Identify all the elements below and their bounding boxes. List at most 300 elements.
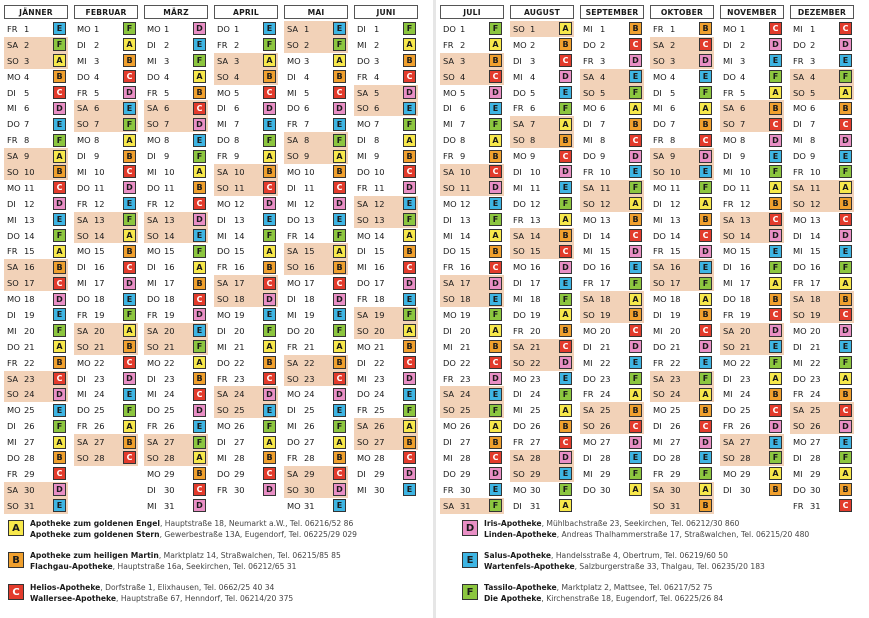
- pharmacy-badge: D: [629, 150, 642, 163]
- day-number: 10: [94, 166, 105, 177]
- weekday: DO: [793, 373, 806, 384]
- pharmacy-badge: C: [559, 340, 572, 353]
- weekday: SO: [77, 230, 89, 241]
- day-row: [510, 116, 574, 132]
- month-column: [650, 5, 714, 514]
- pharmacy-address: , Dorfstraße 1, Elixhausen, Tel. 0662/25 40 34: [100, 583, 275, 592]
- day-row: [790, 307, 854, 323]
- day-number: 1: [374, 23, 380, 34]
- pharmacy-name: Iris-Apotheke: [484, 519, 542, 528]
- day-label: [580, 437, 629, 447]
- day-row: [214, 21, 278, 37]
- day-number: 5: [740, 87, 746, 98]
- pharmacy-badge: B: [193, 181, 206, 194]
- day-label: [510, 389, 559, 399]
- pharmacy-badge: A: [53, 340, 66, 353]
- day-label: [440, 246, 489, 256]
- day-number: 22: [24, 357, 35, 368]
- weekday: FR: [653, 246, 664, 257]
- day-row: [354, 434, 418, 450]
- weekday: FR: [147, 421, 158, 432]
- day-label: [650, 72, 699, 82]
- day-label: [74, 56, 123, 66]
- day-number: 10: [530, 166, 541, 177]
- weekday: SA: [147, 325, 159, 336]
- day-row: [580, 100, 644, 116]
- pharmacy-badge: C: [333, 277, 346, 290]
- pharmacy-badge: B: [699, 308, 712, 321]
- legend-pharmacy: [484, 530, 809, 539]
- weekday: MI: [77, 278, 87, 289]
- pharmacy-badge: E: [489, 388, 502, 401]
- pharmacy-badge: E: [123, 197, 136, 210]
- pharmacy-badge: E: [263, 213, 276, 226]
- pharmacy-badge: F: [629, 372, 642, 385]
- pharmacy-badge: C: [489, 356, 502, 369]
- pharmacy-badge: E: [699, 70, 712, 83]
- day-number: 29: [740, 468, 751, 479]
- weekday: MO: [7, 294, 21, 305]
- day-number: 21: [374, 341, 385, 352]
- day-label: [650, 40, 699, 50]
- pharmacy-badge: E: [403, 197, 416, 210]
- day-number: 3: [810, 55, 816, 66]
- day-number: 1: [600, 23, 606, 34]
- weekday: MI: [443, 230, 453, 241]
- month-column: [144, 5, 208, 514]
- pharmacy-badge: E: [53, 404, 66, 417]
- pharmacy-badge: D: [263, 388, 276, 401]
- day-row: [74, 418, 138, 434]
- day-row: [650, 259, 714, 275]
- weekday: DI: [443, 437, 452, 448]
- weekday: MO: [357, 341, 371, 352]
- day-row: [4, 434, 68, 450]
- weekday: SO: [77, 119, 89, 130]
- day-number: 24: [24, 389, 35, 400]
- day-row: [144, 466, 208, 482]
- weekday: MI: [357, 373, 367, 384]
- day-label: [144, 278, 193, 288]
- pharmacy-badge: A: [333, 150, 346, 163]
- day-label: [580, 405, 629, 415]
- day-number: 31: [304, 500, 315, 511]
- weekday: SO: [217, 71, 229, 82]
- day-number: 21: [670, 341, 681, 352]
- pharmacy-badge: E: [123, 388, 136, 401]
- legend-pharmacy: [30, 594, 293, 603]
- day-row: [214, 116, 278, 132]
- day-row: [510, 69, 574, 85]
- day-label: [4, 135, 53, 145]
- weekday: SA: [147, 103, 159, 114]
- weekday: MO: [357, 119, 371, 130]
- day-label: [790, 326, 839, 336]
- pharmacy-badge: D: [839, 229, 852, 242]
- day-row: [720, 402, 784, 418]
- weekday: DI: [217, 437, 226, 448]
- day-number: 20: [600, 325, 611, 336]
- weekday: SO: [793, 309, 805, 320]
- day-label: [284, 119, 333, 129]
- day-number: 21: [94, 341, 105, 352]
- day-label: [510, 56, 559, 66]
- day-label: [510, 310, 559, 320]
- weekday: DO: [287, 103, 300, 114]
- pharmacy-badge: D: [53, 388, 66, 401]
- day-number: 3: [94, 55, 100, 66]
- day-label: [510, 326, 559, 336]
- pharmacy-badge: C: [193, 102, 206, 115]
- day-label: [4, 199, 53, 209]
- pharmacy-badge: F: [699, 86, 712, 99]
- day-number: 7: [740, 119, 746, 130]
- day-row: [510, 291, 574, 307]
- day-number: 15: [600, 246, 611, 257]
- weekday: SA: [77, 325, 89, 336]
- weekday: DI: [217, 214, 226, 225]
- weekday: FR: [287, 341, 298, 352]
- day-number: 8: [740, 135, 746, 146]
- day-number: 21: [24, 341, 35, 352]
- weekday: FR: [77, 198, 88, 209]
- day-row: [510, 498, 574, 514]
- weekday: DI: [217, 103, 226, 114]
- weekday: DO: [583, 39, 596, 50]
- weekday: MI: [793, 357, 803, 368]
- day-label: [74, 88, 123, 98]
- day-row: [580, 307, 644, 323]
- pharmacy-badge: F: [53, 38, 66, 51]
- pharmacy-badge: A: [629, 483, 642, 496]
- day-number: 26: [304, 421, 315, 432]
- day-number: 15: [530, 246, 541, 257]
- day-label: [510, 421, 559, 431]
- day-label: [74, 231, 123, 241]
- month-header: MÄRZ: [144, 5, 208, 19]
- day-label: [214, 469, 263, 479]
- day-label: [790, 262, 839, 272]
- day-row: [510, 100, 574, 116]
- weekday: DO: [583, 373, 596, 384]
- day-row: [580, 434, 644, 450]
- pharmacy-badge: E: [403, 293, 416, 306]
- pharmacy-badge: B: [489, 245, 502, 258]
- day-number: 22: [740, 357, 751, 368]
- day-number: 30: [740, 484, 751, 495]
- day-number: 24: [600, 389, 611, 400]
- day-number: 26: [460, 421, 471, 432]
- pharmacy-badge: A: [559, 499, 572, 512]
- day-row: [4, 69, 68, 85]
- day-number: 18: [234, 294, 245, 305]
- day-label: [4, 342, 53, 352]
- day-row: [510, 228, 574, 244]
- day-row: [214, 434, 278, 450]
- day-row: [74, 53, 138, 69]
- weekday: FR: [357, 182, 368, 193]
- weekday: FR: [443, 39, 454, 50]
- day-number: 29: [374, 468, 385, 479]
- day-label: [214, 215, 263, 225]
- day-number: 7: [94, 119, 100, 130]
- day-row: [720, 371, 784, 387]
- pharmacy-badge: B: [193, 372, 206, 385]
- day-row: [144, 53, 208, 69]
- weekday: DI: [147, 484, 156, 495]
- pharmacy-badge: C: [333, 181, 346, 194]
- day-row: [284, 450, 348, 466]
- weekday: DI: [513, 278, 522, 289]
- day-number: 16: [810, 262, 821, 273]
- day-number: 4: [670, 71, 676, 82]
- day-number: 28: [234, 452, 245, 463]
- day-label: [74, 405, 123, 415]
- legend-pharmacy: [30, 519, 353, 528]
- weekday: SO: [793, 87, 805, 98]
- day-number: 8: [374, 135, 380, 146]
- day-number: 1: [530, 23, 536, 34]
- day-row: [144, 291, 208, 307]
- day-label: [74, 24, 123, 34]
- day-number: 24: [164, 389, 175, 400]
- day-number: 28: [304, 452, 315, 463]
- weekday: MO: [723, 23, 737, 34]
- pharmacy-name: Salus-Apotheke: [484, 551, 551, 560]
- day-row: [510, 323, 574, 339]
- pharmacy-badge: F: [769, 70, 782, 83]
- day-number: 23: [94, 373, 105, 384]
- day-number: 6: [164, 103, 170, 114]
- day-label: [510, 485, 559, 495]
- weekday: SO: [77, 452, 89, 463]
- pharmacy-badge: E: [53, 308, 66, 321]
- day-number: 9: [234, 151, 240, 162]
- weekday: SO: [583, 309, 595, 320]
- day-label: [4, 56, 53, 66]
- day-number: 12: [530, 198, 541, 209]
- weekday: FR: [217, 151, 228, 162]
- day-row: [74, 132, 138, 148]
- day-number: 2: [304, 39, 310, 50]
- day-number: 18: [670, 294, 681, 305]
- weekday: SO: [7, 55, 19, 66]
- weekday: DI: [723, 373, 732, 384]
- day-number: 11: [670, 182, 681, 193]
- day-number: 2: [164, 39, 170, 50]
- calendar-page-right: [436, 0, 869, 618]
- pharmacy-badge: B: [839, 388, 852, 401]
- weekday: DI: [723, 39, 732, 50]
- day-number: 6: [304, 103, 310, 114]
- weekday: MI: [723, 166, 733, 177]
- day-label: [144, 151, 193, 161]
- day-number: 6: [740, 103, 746, 114]
- day-row: [580, 69, 644, 85]
- day-row: [144, 148, 208, 164]
- weekday: MI: [147, 166, 157, 177]
- pharmacy-badge: E: [53, 22, 66, 35]
- pharmacy-badge: A: [263, 436, 276, 449]
- day-row: [580, 291, 644, 307]
- weekday: DO: [443, 357, 456, 368]
- day-label: [214, 72, 263, 82]
- day-label: [790, 389, 839, 399]
- weekday: MI: [443, 341, 453, 352]
- day-number: 23: [304, 373, 315, 384]
- weekday: SO: [7, 389, 19, 400]
- day-number: 11: [164, 182, 175, 193]
- pharmacy-address: , Marktplatz 2, Mattsee, Tel. 06217/52 75: [556, 583, 713, 592]
- day-number: 11: [234, 182, 245, 193]
- pharmacy-badge: F: [333, 420, 346, 433]
- legend-pharmacy: [484, 551, 728, 560]
- day-number: 21: [600, 341, 611, 352]
- pharmacy-badge: A: [193, 261, 206, 274]
- day-number: 7: [164, 119, 170, 130]
- pharmacy-badge: E: [839, 340, 852, 353]
- day-number: 8: [94, 135, 100, 146]
- day-row: [4, 21, 68, 37]
- weekday: DO: [287, 214, 300, 225]
- day-row: [510, 371, 574, 387]
- day-number: 26: [670, 421, 681, 432]
- weekday: MO: [793, 214, 807, 225]
- day-label: [720, 278, 769, 288]
- pharmacy-badge: E: [629, 356, 642, 369]
- day-number: 16: [530, 262, 541, 273]
- day-number: 8: [600, 135, 606, 146]
- day-label: [440, 421, 489, 431]
- weekday: FR: [77, 309, 88, 320]
- day-row: [440, 100, 504, 116]
- day-row: [4, 339, 68, 355]
- day-row: [284, 85, 348, 101]
- weekday: DO: [357, 55, 370, 66]
- day-label: [74, 215, 123, 225]
- day-number: 13: [670, 214, 681, 225]
- day-label: [284, 389, 333, 399]
- day-label: [144, 103, 193, 113]
- pharmacy-badge: A: [53, 150, 66, 163]
- day-label: [790, 24, 839, 34]
- pharmacy-badge: C: [839, 404, 852, 417]
- day-label: [4, 389, 53, 399]
- day-label: [284, 326, 333, 336]
- day-label: [580, 215, 629, 225]
- day-row: [440, 339, 504, 355]
- weekday: SO: [653, 55, 665, 66]
- day-row: [440, 466, 504, 482]
- weekday: MI: [217, 341, 227, 352]
- weekday: MI: [583, 246, 593, 257]
- day-row: [510, 482, 574, 498]
- weekday: DO: [217, 357, 230, 368]
- day-row: [650, 434, 714, 450]
- pharmacy-badge: C: [123, 451, 136, 464]
- day-label: [284, 485, 333, 495]
- day-label: [284, 72, 333, 82]
- day-label: [510, 342, 559, 352]
- day-label: [354, 231, 403, 241]
- day-label: [580, 103, 629, 113]
- pharmacy-badge: B: [263, 165, 276, 178]
- weekday: DO: [793, 151, 806, 162]
- day-number: 3: [460, 55, 466, 66]
- weekday: MO: [443, 421, 457, 432]
- pharmacy-badge: B: [123, 54, 136, 67]
- day-row: [354, 116, 418, 132]
- day-row: [144, 116, 208, 132]
- weekday: DI: [443, 325, 452, 336]
- day-number: 29: [164, 468, 175, 479]
- pharmacy-badge: B: [333, 165, 346, 178]
- day-label: [790, 294, 839, 304]
- day-row: [74, 386, 138, 402]
- day-row: [650, 212, 714, 228]
- weekday: MI: [287, 309, 297, 320]
- day-label: [4, 469, 53, 479]
- weekday: MI: [513, 71, 523, 82]
- day-number: 29: [670, 468, 681, 479]
- day-label: [720, 183, 769, 193]
- pharmacy-badge: D: [839, 420, 852, 433]
- day-number: 18: [304, 294, 315, 305]
- day-number: 21: [164, 341, 175, 352]
- weekday: MI: [583, 135, 593, 146]
- pharmacy-badge: D: [123, 277, 136, 290]
- day-number: 5: [234, 87, 240, 98]
- weekday: FR: [443, 484, 454, 495]
- weekday: MO: [653, 182, 667, 193]
- pharmacy-badge: D: [489, 86, 502, 99]
- day-row: [214, 386, 278, 402]
- pharmacy-name: Linden-Apotheke: [484, 530, 557, 539]
- day-row: [580, 339, 644, 355]
- day-label: [440, 342, 489, 352]
- day-number: 10: [740, 166, 751, 177]
- pharmacy-badge: F: [193, 54, 206, 67]
- pharmacy-badge: C: [839, 213, 852, 226]
- day-number: 31: [670, 500, 681, 511]
- weekday: MO: [287, 278, 301, 289]
- day-number: 18: [374, 294, 385, 305]
- day-number: 25: [670, 405, 681, 416]
- day-row: [74, 323, 138, 339]
- day-label: [790, 56, 839, 66]
- day-label: [74, 294, 123, 304]
- weekday: SA: [723, 214, 735, 225]
- day-row: [214, 371, 278, 387]
- day-label: [650, 358, 699, 368]
- day-label: [354, 199, 403, 209]
- pharmacy-badge: F: [489, 22, 502, 35]
- day-label: [284, 40, 333, 50]
- weekday: MO: [147, 135, 161, 146]
- day-row: [510, 132, 574, 148]
- weekday: MO: [513, 39, 527, 50]
- day-number: 26: [24, 421, 35, 432]
- day-row: [284, 291, 348, 307]
- day-label: [354, 485, 403, 495]
- pharmacy-badge: D: [53, 483, 66, 496]
- day-row: [144, 180, 208, 196]
- day-row: [580, 21, 644, 37]
- pharmacy-badge: B: [489, 54, 502, 67]
- pharmacy-address: , Andreas Thalhammerstraße 17, Straßwalchen, Tel. 06215/20 480: [556, 530, 810, 539]
- weekday: SA: [653, 484, 665, 495]
- day-label: [790, 453, 839, 463]
